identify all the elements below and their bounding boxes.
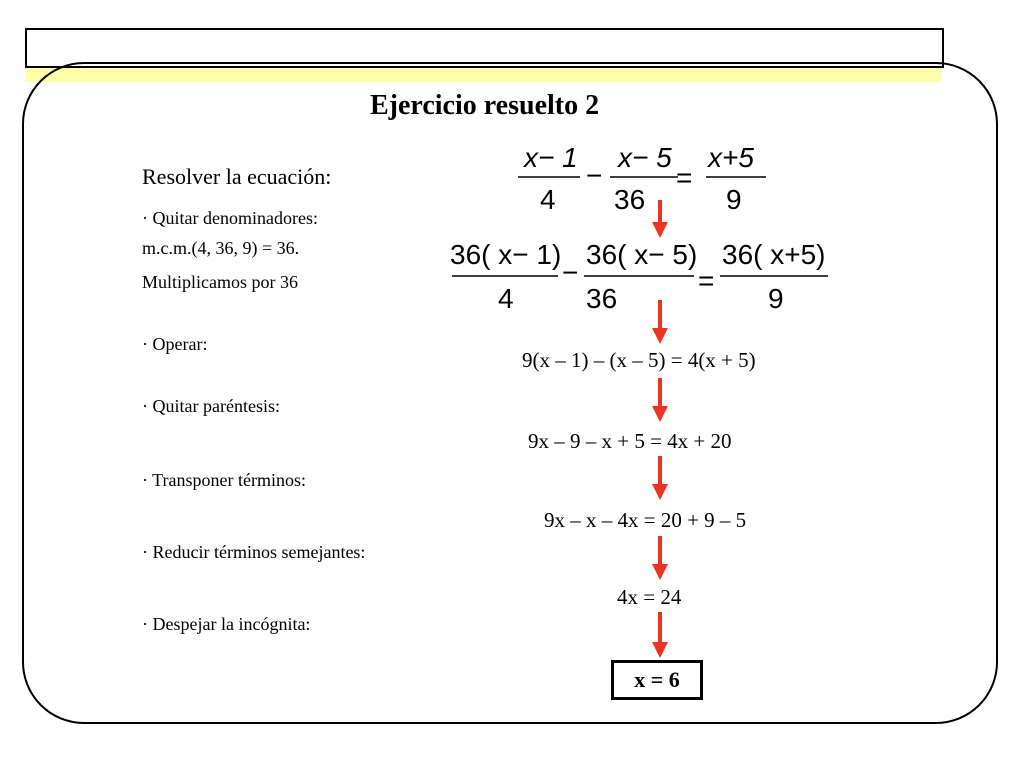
eq1-den1: 4: [540, 184, 556, 215]
eq1-num3: x+5: [708, 142, 754, 173]
answer-box: x = 6: [611, 660, 703, 700]
eq1-den3: 9: [726, 184, 742, 215]
step-multiplicamos: Multiplicamos por 36: [142, 272, 298, 292]
eq1-minus: −: [586, 160, 603, 191]
step-despejar: · Despejar la incógnita:: [142, 614, 311, 634]
eq2-num2: 36( x− 5): [586, 239, 698, 270]
equation-step-1: 9(x – 1) – (x – 5) = 4(x + 5): [522, 348, 756, 372]
eq2-den1: 4: [498, 283, 514, 314]
step-operar: · Operar:: [142, 334, 208, 354]
eq2-den2: 36: [586, 283, 618, 314]
eq2-equals: =: [698, 265, 715, 296]
eq1-num1: x− 1: [524, 142, 578, 173]
eq2-minus: −: [562, 257, 579, 288]
eq1-num2: x− 5: [618, 142, 672, 173]
eq2-den3: 9: [768, 283, 784, 314]
intro-text: Resolver la ecuación:: [142, 164, 332, 189]
page-title: Ejercicio resuelto 2: [370, 90, 600, 121]
eq1-equals: =: [676, 162, 693, 193]
equation-step-3: 9x – x – 4x = 20 + 9 – 5: [544, 508, 747, 532]
step-mcm: m.c.m.(4, 36, 9) = 36.: [142, 238, 300, 258]
equation-step-4: 4x = 24: [617, 585, 682, 609]
step-quitar-denominadores: · Quitar denominadores:: [142, 208, 318, 228]
step-quitar-parentesis: · Quitar paréntesis:: [142, 396, 280, 416]
eq1-den2: 36: [614, 184, 646, 215]
eq2-num1: 36( x− 1): [450, 239, 562, 270]
equation-step-2: 9x – 9 – x + 5 = 4x + 20: [528, 429, 732, 453]
eq2-num3: 36( x+5): [722, 239, 826, 270]
step-transponer: · Transponer términos:: [142, 470, 306, 490]
step-reducir: · Reducir términos semejantes:: [142, 542, 366, 562]
